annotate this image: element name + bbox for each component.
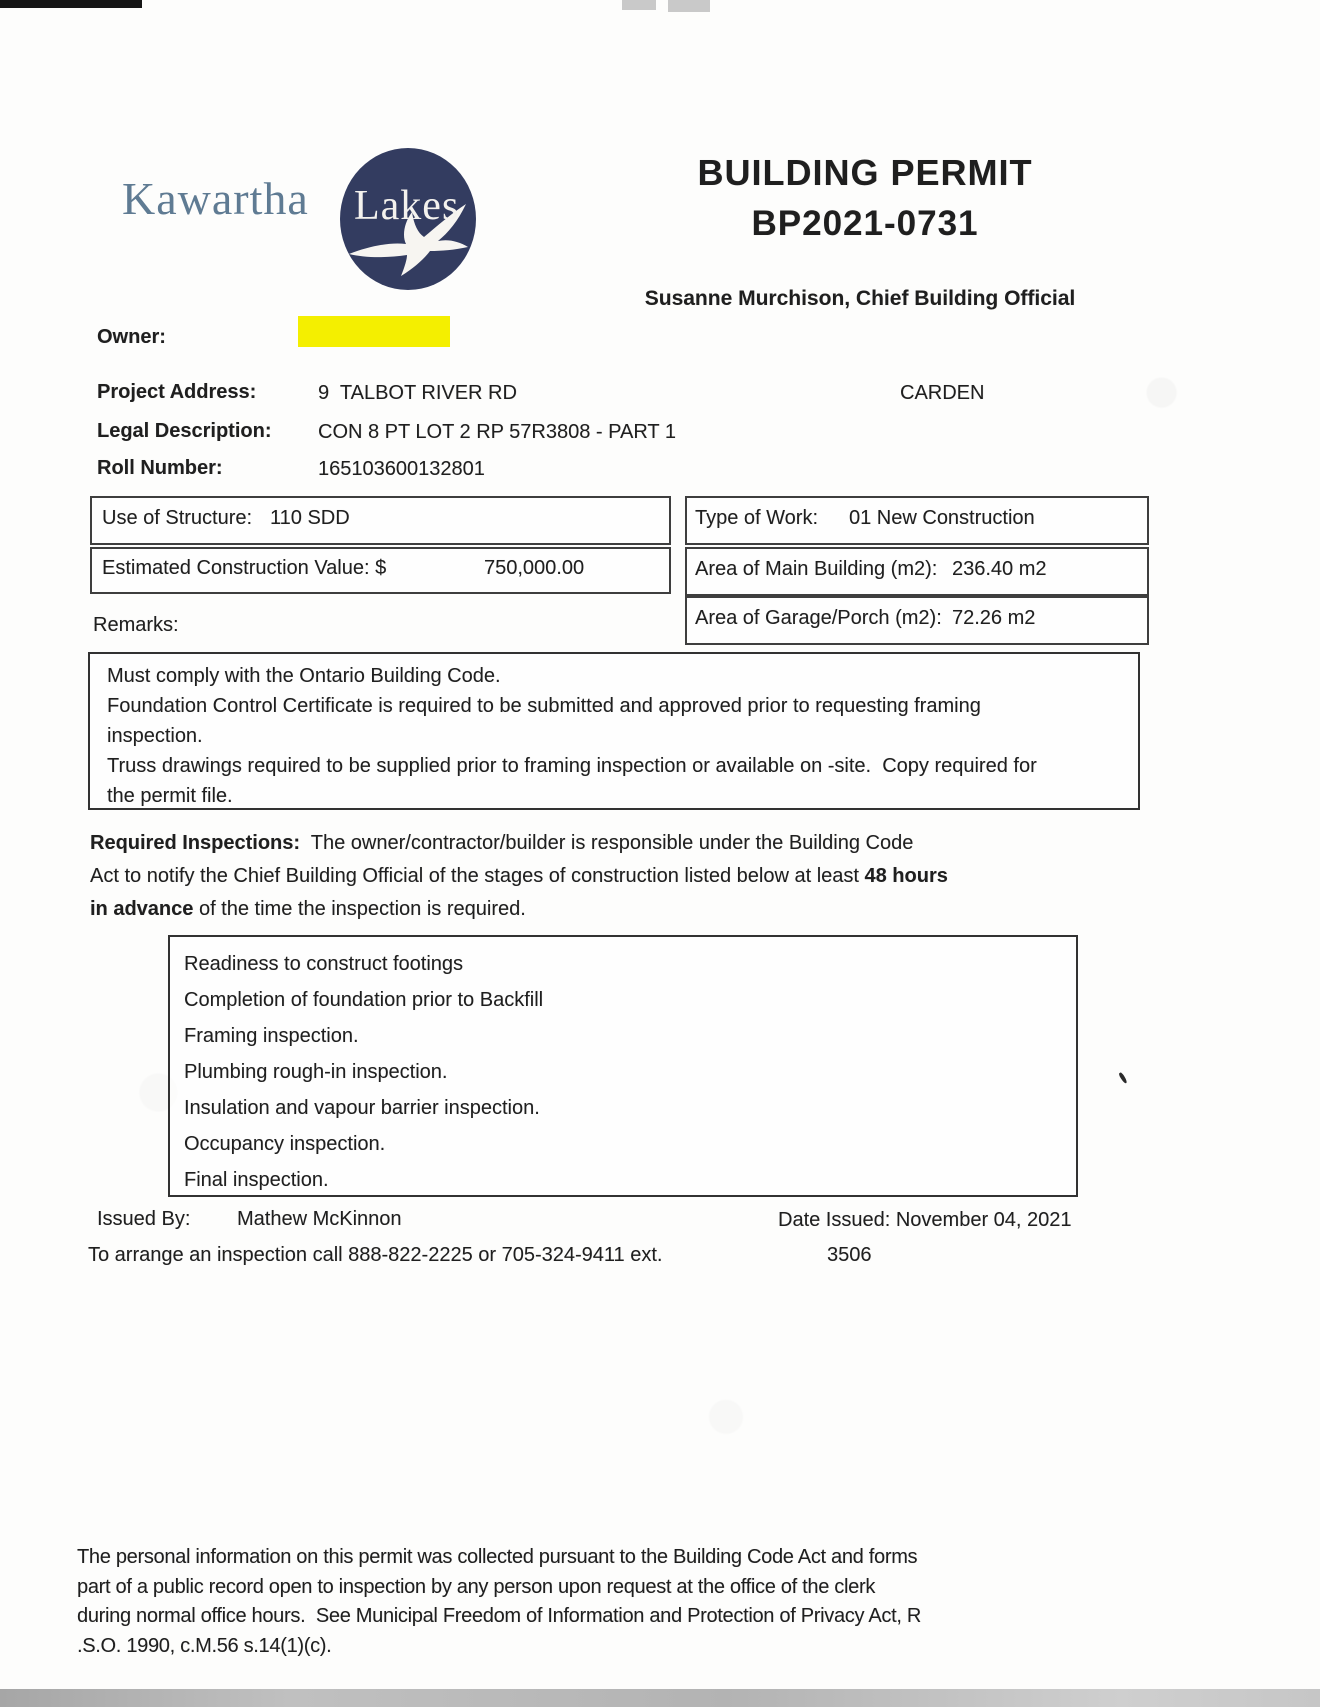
type-of-work-label: Type of Work: [695, 507, 819, 529]
use-of-structure-value: 110 SDD [270, 507, 350, 529]
inspection-item: Plumbing rough-in inspection. [184, 1061, 448, 1083]
ward-name: CARDEN [900, 382, 985, 404]
phone-extension: 3506 [827, 1244, 872, 1266]
intro-text: Act to notify the Chief Building Official of the stages of construction listed below at least [90, 865, 865, 887]
remarks-label: Remarks: [93, 614, 179, 636]
construction-value-amount: 750,000.00 [484, 557, 585, 579]
chief-building-official-line: Susanne Murchison, Chief Building Official [644, 287, 1076, 310]
inspection-phone-line: To arrange an inspection call 888-822-2225 or 705-324-9411 ext. [88, 1244, 663, 1266]
project-address-value: 9 TALBOT RIVER RD [318, 382, 517, 404]
intro-emphasis: in advance [90, 898, 194, 920]
owner-label: Owner: [97, 326, 166, 348]
intro-text: of the time the inspection is required. [193, 898, 526, 920]
document-title: BUILDING PERMIT [697, 152, 1033, 193]
area-main-building-label: Area of Main Building (m2): [695, 558, 938, 580]
project-address-label: Project Address: [97, 381, 257, 403]
type-of-work-box [685, 496, 1149, 545]
remark-line: Must comply with the Ontario Building Code. [107, 665, 501, 687]
issued-by-label: Issued By: [97, 1208, 191, 1230]
permit-number: BP2021-0731 [751, 204, 979, 243]
remarks-box [88, 652, 1140, 810]
privacy-notice-line: part of a public record open to inspection by any person upon request at the office of the clerk [77, 1575, 876, 1598]
intro-text: The owner/contractor/builder is responsible under the Building Code [300, 832, 914, 854]
privacy-notice-line: during normal office hours. See Municipal Freedom of Information and Protection of Privacy Act, R [77, 1605, 921, 1627]
inspection-item: Framing inspection. [184, 1025, 359, 1047]
legal-description-label: Legal Description: [97, 420, 272, 442]
remark-line: inspection. [107, 725, 203, 747]
scan-artifact-top-bar [0, 0, 142, 8]
inspection-item: Insulation and vapour barrier inspection. [184, 1097, 540, 1119]
type-of-work-value: 01 New Construction [849, 507, 1035, 529]
privacy-notice-line: .S.O. 1990, c.M.56 s.14(1)(c). [77, 1634, 332, 1657]
remark-line: Foundation Control Certificate is required to be submitted and approved prior to requesting framing [107, 695, 981, 717]
remark-line: Truss drawings required to be supplied prior to framing inspection or available on -site. Copy required for [107, 755, 1037, 777]
construction-value-box [90, 547, 671, 594]
scan-artifact-bottom-bar [0, 1689, 1320, 1707]
privacy-notice [77, 1543, 1027, 1661]
scan-artifact-smudge [668, 0, 710, 12]
roll-number-label: Roll Number: [97, 457, 223, 479]
scan-artifact-tick [1118, 1072, 1128, 1084]
required-inspections-intro-line [90, 893, 990, 926]
scan-artifact-smudge [622, 0, 656, 10]
area-garage-porch-box [685, 596, 1149, 645]
issued-by-value: Mathew McKinnon [237, 1208, 402, 1230]
required-inspections-heading: Required Inspections: [90, 832, 301, 854]
required-inspections-intro-line [90, 860, 990, 893]
area-garage-porch-label: Area of Garage/Porch (m2): [695, 607, 942, 629]
required-inspections-intro-line [90, 827, 990, 860]
inspection-item: Completion of foundation prior to Backfill [184, 989, 544, 1011]
inspection-item: Readiness to construct footings [184, 953, 464, 975]
use-of-structure-box [90, 496, 671, 545]
use-of-structure-label: Use of Structure: [102, 507, 253, 529]
roll-number-value: 165103600132801 [318, 458, 485, 480]
required-inspections-intro [90, 827, 990, 926]
header-block [630, 152, 1100, 244]
remark-line: the permit file. [107, 785, 233, 807]
area-garage-porch-value: 72.26 m2 [952, 607, 1036, 629]
inspection-item: Occupancy inspection. [184, 1133, 386, 1155]
legal-description-value: CON 8 PT LOT 2 RP 57R3808 - PART 1 [318, 421, 676, 443]
inspections-list-box [168, 935, 1078, 1197]
logo-kawartha-text: Kawartha [122, 173, 309, 224]
date-issued: Date Issued: November 04, 2021 [778, 1209, 1072, 1231]
owner-redaction-highlight [298, 316, 450, 347]
area-main-building-box [685, 547, 1149, 596]
area-main-building-value: 236.40 m2 [952, 558, 1047, 580]
construction-value-label: Estimated Construction Value: $ [102, 557, 387, 579]
privacy-notice-line: The personal information on this permit was collected pursuant to the Building Code Act and forms [77, 1546, 918, 1568]
logo-lakes-text: Lakes [354, 183, 460, 229]
intro-emphasis: 48 hours [864, 865, 948, 887]
inspection-item: Final inspection. [184, 1169, 329, 1191]
